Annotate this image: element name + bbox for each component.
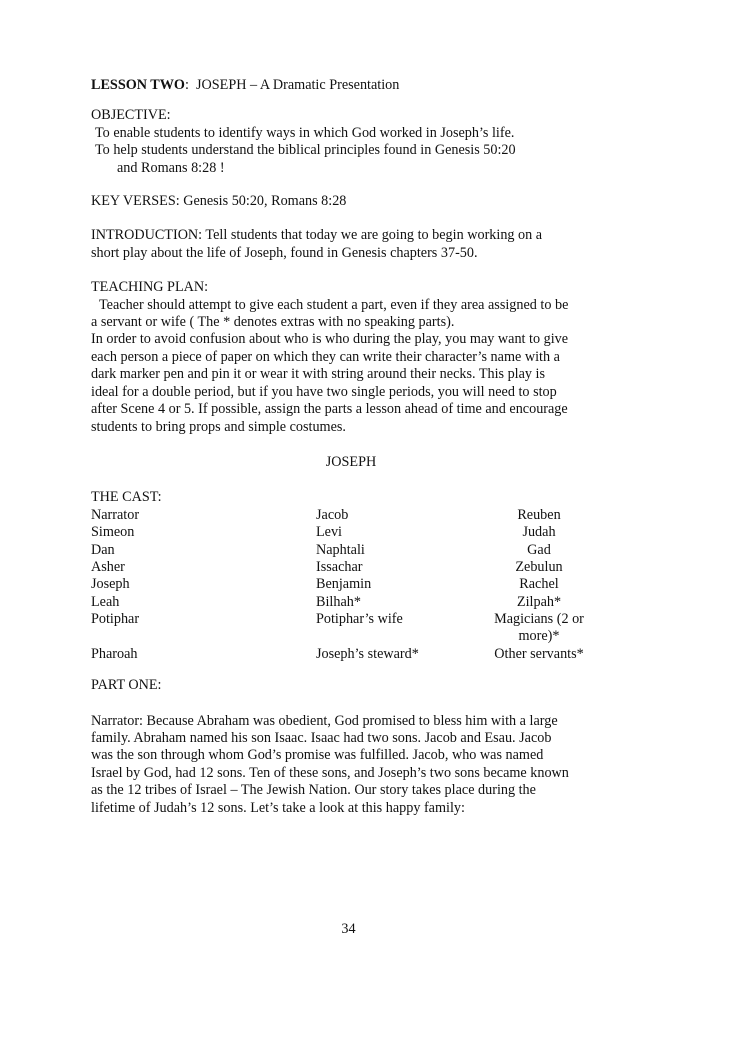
- cast-row: [91, 559, 621, 576]
- cast-row: [91, 524, 621, 541]
- cast-name: Bilhah*: [316, 593, 361, 610]
- cast-row: [91, 628, 621, 645]
- narration-line: Narrator: Because Abraham was obedient, God promised to bless him with a large: [91, 712, 558, 729]
- teaching-plan-line: ideal for a double period, but if you have two single periods, you will need to stop: [91, 383, 557, 400]
- cast-name: Zebulun: [515, 558, 563, 575]
- cast-row: [91, 594, 621, 611]
- cast-name: Joseph: [91, 576, 130, 593]
- lesson-label: LESSON TWO: [91, 77, 185, 93]
- lesson-separator: :: [184, 77, 197, 93]
- cast-name: Narrator: [91, 506, 140, 523]
- cast-row: [91, 646, 621, 663]
- narration-line: Israel by God, had 12 sons. Ten of these sons, and Joseph’s two sons became known: [91, 764, 569, 781]
- cast-name: Judah: [522, 524, 556, 541]
- cast-table: [91, 507, 621, 664]
- teaching-plan-line: Teacher should attempt to give each student a part, even if they area assigned to be: [99, 296, 569, 313]
- cast-name: Potiphar’s wife: [316, 611, 403, 628]
- cast-name: Joseph’s steward*: [316, 645, 419, 662]
- page-number-container: [0, 921, 749, 938]
- cast-name: Potiphar: [91, 611, 140, 628]
- cast-name: Dan: [91, 541, 115, 558]
- cast-name: more)*: [518, 628, 560, 645]
- objective-line-1: To enable students to identify ways in which God worked in Joseph’s life.: [95, 124, 515, 141]
- cast-name: Benjamin: [316, 576, 372, 593]
- key-verses: KEY VERSES: Genesis 50:20, Romans 8:28: [91, 193, 347, 210]
- cast-name: Other servants*: [494, 645, 584, 662]
- teaching-plan-line: students to bring props and simple costumes.: [91, 418, 346, 435]
- cast-row: [91, 576, 621, 593]
- introduction-line-2: short play about the life of Joseph, found in Genesis chapters 37-50.: [91, 244, 478, 261]
- cast-name: Naphtali: [316, 541, 365, 558]
- lesson-heading: [91, 77, 621, 94]
- objective-line-2: To help students understand the biblical principles found in Genesis 50:20: [95, 142, 516, 159]
- narration-line: was the son through whom God’s promise was fulfilled. Jacob, who was named: [91, 747, 544, 764]
- narration-line: lifetime of Judah’s 12 sons. Let’s take a look at this happy family:: [91, 799, 465, 816]
- narration-line: family. Abraham named his son Isaac. Isaac had two sons. Jacob and Esau. Jacob: [91, 730, 552, 747]
- cast-row: [91, 611, 621, 628]
- objective-line-3: and Romans 8:28 !: [117, 159, 225, 176]
- cast-name: Leah: [91, 593, 120, 610]
- cast-row: [91, 542, 621, 559]
- cast-name: Levi: [316, 524, 342, 541]
- teaching-plan-line: each person a piece of paper on which they can write their character’s name with a: [91, 348, 560, 365]
- objective-heading: OBJECTIVE:: [91, 107, 171, 124]
- cast-name: Simeon: [91, 524, 135, 541]
- cast-name: Issachar: [316, 558, 363, 575]
- introduction-line-1: INTRODUCTION: Tell students that today we are going to begin working on a: [91, 227, 543, 244]
- cast-row: [91, 507, 621, 524]
- cast-name: Jacob: [316, 506, 349, 523]
- document-page: [91, 77, 621, 817]
- play-title: JOSEPH: [325, 453, 377, 470]
- page-number: 34: [341, 921, 356, 937]
- cast-heading: THE CAST:: [91, 489, 162, 506]
- teaching-plan-line: after Scene 4 or 5. If possible, assign the parts a lesson ahead of time and encourage: [91, 401, 568, 418]
- part-one-heading: PART ONE:: [91, 677, 162, 694]
- cast-name: Magicians (2 or: [494, 611, 584, 628]
- narration-line: as the 12 tribes of Israel – The Jewish Nation. Our story takes place during the: [91, 782, 536, 799]
- cast-name: Rachel: [519, 576, 559, 593]
- cast-name: Reuben: [517, 506, 561, 523]
- cast-name: Asher: [91, 558, 125, 575]
- cast-name: Pharoah: [91, 645, 138, 662]
- teaching-plan-line: In order to avoid confusion about who is who during the play, you may want to give: [91, 331, 569, 348]
- teaching-plan-line: dark marker pen and pin it or wear it with string around their necks. This play is: [91, 366, 546, 383]
- cast-name: Zilpah*: [516, 593, 562, 610]
- lesson-title: JOSEPH – A Dramatic Presentation: [196, 77, 400, 93]
- teaching-plan-heading: TEACHING PLAN:: [91, 279, 209, 296]
- teaching-plan-line: a servant or wife ( The * denotes extras with no speaking parts).: [91, 314, 455, 331]
- cast-name: Gad: [527, 541, 551, 558]
